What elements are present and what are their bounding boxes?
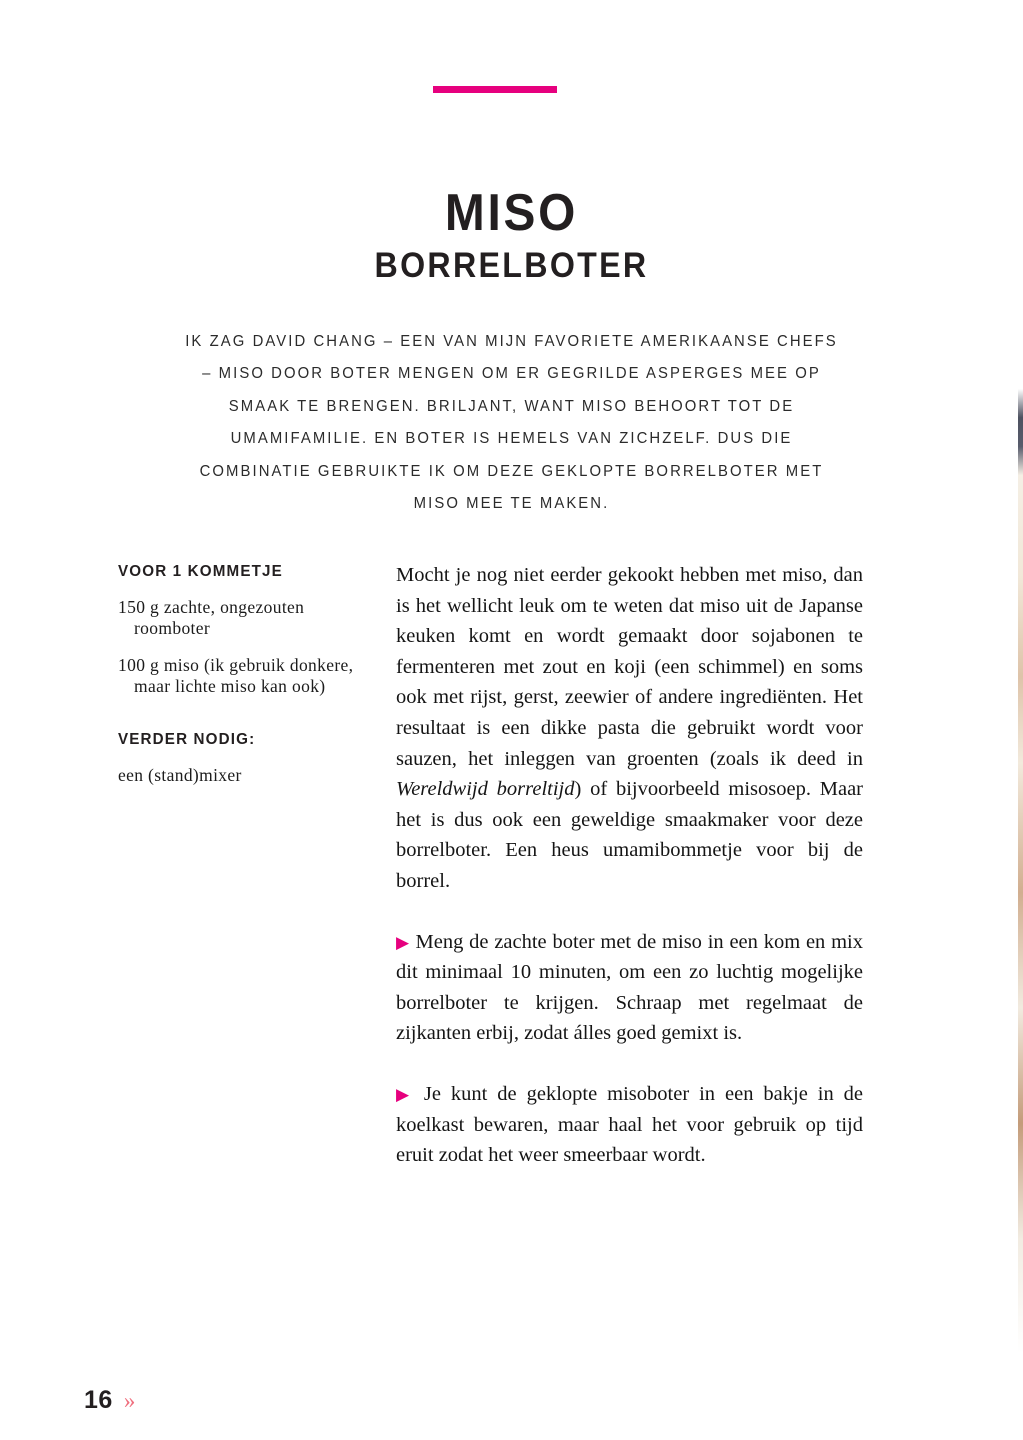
list-item: 150 g zachte, ongezouten roomboter [118,597,305,638]
instruction-step [396,1079,863,1171]
equipment-heading: VERDER NODIG: [118,731,256,748]
ingredients-sidebar [118,563,380,786]
intro-paragraph [396,560,863,897]
yield-heading: VOOR 1 KOMMETJE [118,563,283,580]
accent-rule [433,86,557,93]
list-item: 100 g miso (ik gebruik donkere, maar lichte miso kan ook) [118,655,354,696]
paragraph-part-one: Mocht je nog niet eerder gekookt hebben met miso, dan is het wellicht leuk om te weten dat miso uit de Japanse keuken komt en wordt gemaakt door sojabonen te fermenteren met zout en koji (een schimmel) en soms ook met rijst, gerst, zeewier of andere ingrediënten. Het resultaat is een dikke pasta die gebruikt wordt voor sauzen, het inleggen van groenten (zoals ik deed in [396,564,863,770]
instruction-step [396,927,863,1049]
triangle-bullet-icon: ▶ [396,932,410,952]
triangle-bullet-icon: ▶ [396,1084,414,1104]
intro-text: IK ZAG DAVID CHANG – EEN VAN MIJN FAVORIETE AMERIKAANSE CHEFS – MISO DOOR BOTER MENGEN OM ER GEGRILDE ASPERGES MEE OP SMAAK TE BRENGEN. BRILJANT, WANT MISO BEHOORT TOT DE UMAMIFAMILIE. EN BOTER IS HEMELS VAN ZICHZELF. DUS DIE COMBINATIE GEBRUIKTE IK OM DEZE GEKLOPTE BORRELBOTER MET MISO MEE TE MAKEN. [185,333,838,513]
list-item: een (stand)mixer [118,765,242,785]
instruction-text: Meng de zachte boter met de miso in een kom en mix dit minimaal 10 minuten, om een zo luchtig mogelijke borrelboter te krijgen. Schraap met regelmaat de zijkanten erbij, zodat álles goed gemixt is. [396,930,863,1045]
page-footer [84,1388,135,1413]
page-title: MISO [444,184,579,242]
instruction-text: Je kunt de geklopte misoboter in een bakje in de koelkast bewaren, maar haal het voor gebruik op tijd eruit zodat het weer smeerbaar wordt. [396,1082,864,1167]
double-chevron-icon: » [123,1388,136,1413]
page-subtitle: BORRELBOTER [374,246,649,285]
facing-page-edge [1018,0,1023,1440]
recipe-body [396,560,863,1171]
book-title: Wereldwijd borreltijd [396,778,575,801]
paragraph-part-two: ) of bijvoorbeeld misosoep. Maar het is dus ook een geweldige smaakmaker voor deze borrelboter. Een heus umamibommetje voor bij de borrel. [396,778,863,892]
page-number: 16 [84,1386,113,1414]
